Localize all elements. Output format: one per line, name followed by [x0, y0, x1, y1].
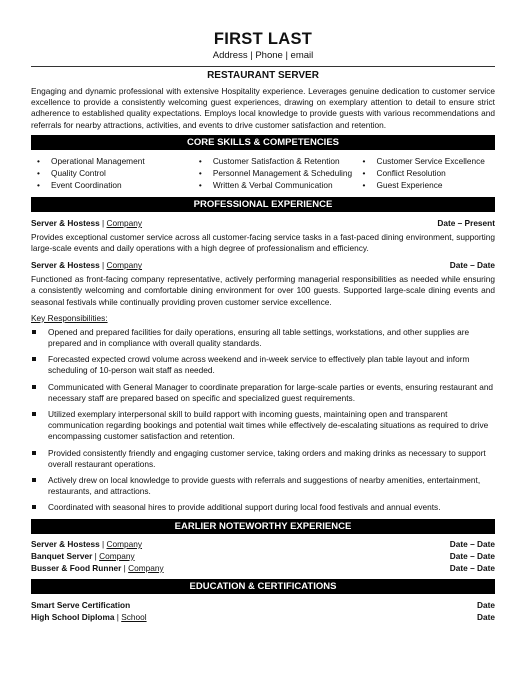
- education-school: School: [121, 611, 147, 622]
- job-company: Company: [99, 550, 135, 561]
- job-dates: Date – Date: [449, 538, 495, 549]
- responsibilities-list: [31, 327, 495, 514]
- earlier-job-row: Banquet Server | Company Date – Date: [31, 550, 495, 561]
- skill-item: • Customer Service Excellence: [363, 155, 495, 167]
- skills-column-2: [199, 155, 363, 191]
- contact-line: Address | Phone | email: [212, 50, 314, 61]
- education-row: High School Diploma | School Date: [31, 611, 495, 622]
- job-company: Company: [106, 260, 143, 271]
- skill-item: • Event Coordination: [37, 179, 199, 191]
- education-title: Smart Serve Certification: [31, 599, 131, 610]
- list-item: Opened and prepared facilities for daily operations, ensuring all table settings, workstations, and other supplies are prepared and in compliance with overall quality standards.: [31, 327, 495, 349]
- job-dates: Date – Date: [449, 562, 495, 573]
- header-divider: [31, 66, 495, 67]
- square-bullet-icon: [32, 505, 36, 509]
- education-title: High School Diploma: [31, 611, 115, 622]
- education-date: Date: [477, 599, 495, 610]
- summary-paragraph: Engaging and dynamic professional with extensive Hospitality experience. Leverages genuine dedication to customer service excellence to provide a consistently welcoming guest experiences, drawing on exemplary attention to detail to ensure strict adherence to established quality expectations. Employs local knowledge to provide guests with various recommendations and referrals for nearby attractions, activities, and events to drive customer satisfaction and retention.: [31, 86, 495, 130]
- square-bullet-icon: [32, 357, 36, 361]
- earlier-experience-heading: EARLIER NOTEWORTHY EXPERIENCE: [31, 519, 495, 534]
- skills-column-1: [37, 155, 199, 191]
- role-title: RESTAURANT SERVER: [207, 70, 319, 81]
- skill-item: • Conflict Resolution: [363, 167, 495, 179]
- square-bullet-icon: [32, 385, 36, 389]
- skill-item: • Guest Experience: [363, 179, 495, 191]
- skill-item: • Written & Verbal Communication: [199, 179, 363, 191]
- earlier-job-row: Busser & Food Runner | Company Date – Date: [31, 562, 495, 573]
- skills-column-3: [363, 155, 495, 191]
- job-title: Server & Hostess: [31, 260, 100, 271]
- education-date: Date: [477, 611, 495, 622]
- square-bullet-icon: [32, 478, 36, 482]
- job-description: Provides exceptional customer service across all customer-facing service tasks in a fast-paced dining environment, supporting large-scale events and daily operations with a high degree of professionalism and efficiency.: [31, 231, 495, 254]
- skills-list: [31, 155, 495, 191]
- job-company: Company: [128, 562, 164, 573]
- square-bullet-icon: [32, 451, 36, 455]
- experience-heading: PROFESSIONAL EXPERIENCE: [31, 197, 495, 212]
- job-title: Banquet Server: [31, 550, 93, 561]
- job-dates: Date – Date: [449, 260, 495, 271]
- education-row: [31, 600, 495, 611]
- list-item: Actively drew on local knowledge to provide guests with referrals and suggestions of nearby amenities, entertainment, restaurants, and attractions.: [31, 475, 495, 497]
- skill-item: • Quality Control: [37, 167, 199, 179]
- job-header: Server & Hostess | Company Date – Date: [31, 260, 495, 271]
- job-title: Server & Hostess: [31, 538, 100, 549]
- square-bullet-icon: [32, 412, 36, 416]
- job-header: Server & Hostess | Company Date – Present: [31, 217, 495, 228]
- job-company: Company: [106, 538, 143, 549]
- list-item: Utilized exemplary interpersonal skill to build rapport with incoming guests, maintaining open and transparent communication regarding bookings and potential wait times while effectively de-escalating situations as required to drive encompassing customer satisfaction and retention.: [31, 409, 495, 443]
- skill-item: • Customer Satisfaction & Retention: [199, 155, 363, 167]
- candidate-name: FIRST LAST: [213, 30, 313, 48]
- job-description: Functioned as front-facing company representative, actively performing managerial responsibilities as needed while ensuring a consistently welcoming and comfortable dining environment for over 100 guests. Supported large-scale dining events and seasonal festivals while continually providing proven customer service excellence.: [31, 274, 495, 307]
- skill-item: • Operational Management: [37, 155, 199, 167]
- job-title: Server & Hostess: [31, 217, 100, 228]
- list-item: Coordinated with seasonal hires to provide additional support during local food festivals and annual events.: [31, 502, 495, 513]
- job-company: Company: [106, 217, 143, 228]
- key-responsibilities-label: Key Responsibilities:: [31, 312, 108, 323]
- list-item: Communicated with General Manager to coordinate preparation for large-scale parties or events, ensuring restaurant and necessary staff are prepared based on specific and specialized guest requirements.: [31, 382, 495, 404]
- job-dates: Date – Present: [437, 217, 495, 228]
- skills-heading: CORE SKILLS & COMPETENCIES: [31, 135, 495, 150]
- job-title: Busser & Food Runner: [31, 562, 122, 573]
- education-heading: EDUCATION & CERTIFICATIONS: [31, 579, 495, 594]
- job-dates: Date – Date: [449, 550, 495, 561]
- list-item: Forecasted expected crowd volume across weekend and in-week service to effectively plan table layout and inform scheduling of 10-person wait staff as needed.: [31, 354, 495, 376]
- skill-item: • Personnel Management & Scheduling: [199, 167, 363, 179]
- earlier-job-row: Server & Hostess | Company Date – Date: [31, 538, 495, 549]
- list-item: Provided consistently friendly and engaging customer service, taking orders and making drinks as necessary to support overall restaurant operations.: [31, 448, 495, 470]
- square-bullet-icon: [32, 330, 36, 334]
